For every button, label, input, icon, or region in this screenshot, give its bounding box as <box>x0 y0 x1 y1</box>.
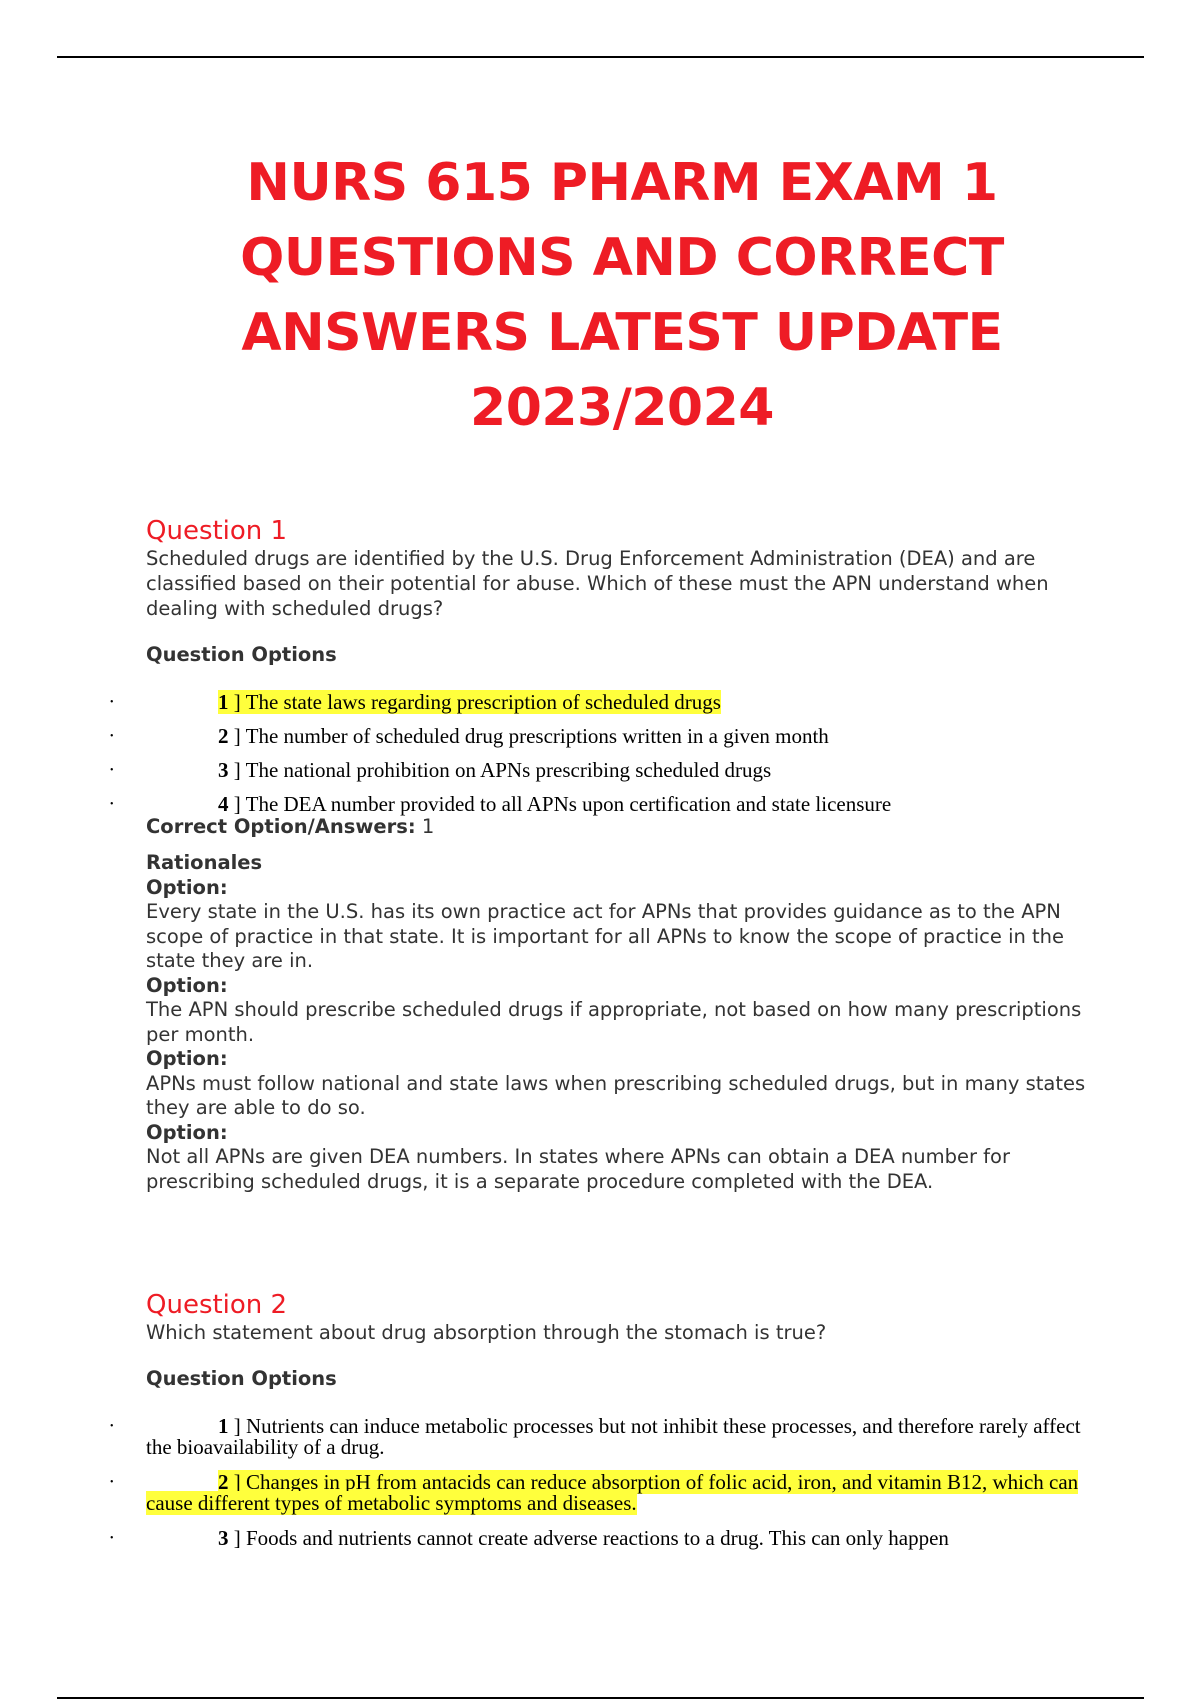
title-line-1: NURS 615 PHARM EXAM 1 <box>246 153 998 213</box>
q1-rationale-2-text: The APN should prescribe scheduled drugs if appropriate, not based on how many prescriptions per month. <box>146 998 1082 1046</box>
q1-option-1[interactable] <box>110 690 1086 714</box>
q1-rationale-1-label: Option: <box>146 875 228 899</box>
bullet-icon: • <box>110 1533 114 1544</box>
question-1-text: Scheduled drugs are identified by the U.S. Drug Enforcement Administration (DEA) and are classified based on their potential for abuse. Which of these must the APN understand when dealing with scheduled drugs? <box>146 547 1049 620</box>
q1-rationale-3-text: APNs must follow national and state laws when prescribing scheduled drugs, but in many states they are able to do so. <box>146 1071 1086 1119</box>
question-1-heading: Question 1 <box>146 516 288 546</box>
q1-correct-answer: Correct Option/Answers: 1 <box>146 815 435 838</box>
question-1-options <box>110 690 1086 816</box>
question-2-options <box>110 1414 1086 1550</box>
question-1-block <box>110 516 1086 1194</box>
bullet-icon: • <box>110 765 114 776</box>
bullet-icon: • <box>110 731 114 742</box>
bullet-icon: • <box>110 1477 114 1488</box>
bullet-icon: • <box>110 799 114 810</box>
bullet-icon: • <box>110 697 114 708</box>
q1-option-2[interactable]: • 2 ] The number of scheduled drug prescriptions written in a given month <box>110 724 829 748</box>
q1-rationale-2-label: Option: <box>146 973 228 997</box>
q1-rationales-title: Rationales <box>146 851 263 874</box>
bullet-icon: • <box>110 1421 114 1432</box>
q1-option-3[interactable]: • 3 ] The national prohibition on APNs prescribing scheduled drugs <box>110 758 772 782</box>
question-2-block <box>110 1290 1086 1550</box>
question-2-text: Which statement about drug absorption through the stomach is true? <box>146 1321 827 1344</box>
document-title <box>150 146 1094 446</box>
title-line-3: ANSWERS LATEST UPDATE <box>241 303 1003 363</box>
q2-option-2[interactable] <box>110 1470 1086 1515</box>
q1-rationale-4-label: Option: <box>146 1120 228 1144</box>
title-line-2: QUESTIONS AND CORRECT <box>240 228 1004 288</box>
question-1-options-title: Question Options <box>146 643 337 666</box>
q1-rationale-1-text: Every state in the U.S. has its own practice act for APNs that provides guidance as to the APN scope of practice in that state. It is important for all APNs to know the scope of practice in the state they are in. <box>146 900 1065 972</box>
q2-option-1[interactable]: • 1 ] Nutrients can induce metabolic processes but not inhibit these processes, and therefore rarely affect the bioavailability of a drug. <box>110 1414 1081 1459</box>
q1-option-1-text: 1 ] The state laws regarding prescription of scheduled drugs <box>218 690 721 714</box>
q1-rationale-3-label: Option: <box>146 1047 228 1070</box>
q1-rationale-4-text: Not all APNs are given DEA numbers. In states where APNs can obtain a DEA number for prescribing scheduled drugs, it is a separate procedure completed with the DEA. <box>146 1145 1010 1193</box>
q1-option-4[interactable]: • 4 ] The DEA number provided to all APNs upon certification and state licensure <box>110 792 892 816</box>
bottom-rule <box>57 1697 1144 1699</box>
top-rule <box>57 56 1144 58</box>
q2-option-2-text: 2 ] Changes in pH from antacids can reduce absorption of folic acid, iron, and vitamin B12, which can cause different types of metabolic symptoms and diseases. <box>146 1470 1079 1515</box>
q2-option-3[interactable]: • 3 ] Foods and nutrients cannot create adverse reactions to a drug. This can only happen <box>110 1526 949 1550</box>
question-2-options-title: Question Options <box>146 1367 337 1390</box>
q1-rationales <box>146 851 1086 1194</box>
title-line-4: 2023/2024 <box>470 378 774 438</box>
question-2-heading: Question 2 <box>146 1290 288 1320</box>
